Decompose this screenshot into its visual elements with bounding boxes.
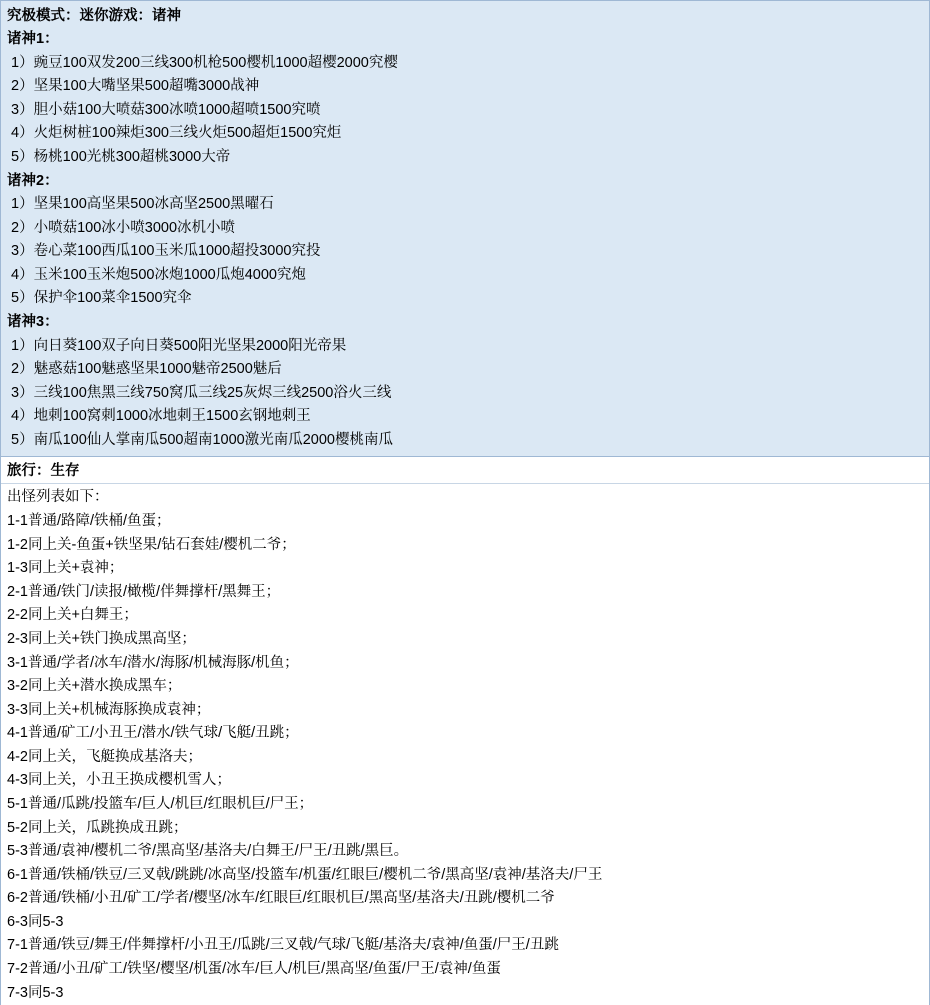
list-item: 7-3同5-3 (7, 984, 64, 1001)
list-item: 2-2同上关+白舞王； (7, 607, 138, 624)
list-item: 4-3同上关，小丑王换成樱机雪人； (7, 772, 231, 789)
list-item: 4）玉米100玉米炮500冰炮1000瓜炮4000究炮 (11, 266, 306, 283)
list-item: 5）保护伞100菜伞1500究伞 (11, 290, 192, 307)
list-item: 1）豌豆100双发200三线300机枪500樱机1000超樱2000究樱 (11, 54, 398, 71)
list-item: 1-3同上关+袁神； (7, 560, 124, 577)
list-item: 3-1普通/学者/冰车/潜水/海豚/机械海豚/机鱼； (7, 654, 299, 671)
group-heading-2: 诸神2： (7, 172, 59, 189)
list-item: 6-1普通/铁桶/铁豆/三叉戟/跳跳/冰高坚/投篮车/机蛋/红眼巨/樱机二爷/黑高坚/袁神/基洛夫/尸王 (7, 866, 603, 883)
section2-title: 旅行：生存 (1, 457, 929, 484)
list-item: 3）卷心菜100西瓜100玉米瓜1000超投3000究投 (11, 243, 321, 260)
list-item: 2-3同上关+铁门换成黑高坚； (7, 630, 196, 647)
list-item: 2）坚果100大嘴坚果500超嘴3000战神 (11, 78, 260, 95)
list-item: 1-2同上关-鱼蛋+铁坚果/钻石套娃/樱机二爷； (7, 536, 296, 553)
list-item: 5-1普通/瓜跳/投篮车/巨人/机巨/红眼机巨/尸王； (7, 796, 314, 812)
list-item: 5）杨桃100光桃300超桃3000大帝 (11, 148, 231, 165)
list-item: 2-1普通/铁门/读报/橄榄/伴舞撑杆/黑舞王； (7, 583, 281, 600)
list-item: 4-2同上关，飞艇换成基洛夫； (7, 748, 202, 765)
list-item: 5-2同上关，瓜跳换成丑跳； (7, 819, 188, 836)
group-heading-3: 诸神3： (7, 314, 59, 331)
list-item: 3-2同上关+潜水换成黑车； (7, 678, 182, 695)
list-item: 3-3同上关+机械海豚换成袁神； (7, 701, 211, 718)
list-item: 5）南瓜100仙人掌南瓜500超南1000激光南瓜2000樱桃南瓜 (11, 431, 393, 448)
list-item: 2）小喷菇100冰小喷3000冰机小喷 (11, 219, 236, 236)
list-item: 2）魅惑菇100魅惑坚果1000魅帝2500魅后 (11, 361, 282, 378)
list-item: 3）胆小菇100大喷菇300冰喷1000超喷1500究喷 (11, 101, 321, 118)
list-item: 4-1普通/矿工/小丑王/潜水/铁气球/飞艇/丑跳； (7, 725, 299, 742)
list-item: 7-1普通/铁豆/舞王/伴舞撑杆/小丑王/瓜跳/三叉戟/气球/飞艇/基洛夫/袁神/鱼蛋/尸王/丑跳 (7, 937, 559, 954)
list-item: 1）坚果100高坚果500冰高坚2500黑曜石 (11, 196, 274, 213)
section-ultimate-mode (1, 1, 929, 457)
list-item: 3）三线100焦黑三线750窝瓜三线25灰烬三线2500浴火三线 (11, 384, 392, 401)
list-item: 7-2普通/小丑/矿工/铁坚/樱坚/机蛋/冰车/巨人/机巨/黑高坚/鱼蛋/尸王/袁神/鱼蛋 (7, 961, 501, 978)
list-item: 1）向日葵100双子向日葵500阳光坚果2000阳光帝果 (11, 337, 347, 354)
list-item: 1-1普通/路障/铁桶/鱼蛋； (7, 513, 171, 530)
list-item: 6-3同5-3 (7, 913, 64, 930)
list-item: 4）火炬树桩100辣炬300三线火炬500超炬1500究炬 (11, 125, 342, 142)
list-item: 6-2普通/铁桶/小丑/矿工/学者/樱坚/冰车/红眼巨/红眼机巨/黑高坚/基洛夫/丑跳/樱机二爷 (7, 890, 555, 907)
section-travel-survival (1, 484, 929, 1005)
list-item: 4）地刺100窝刺1000冰地刺王1500玄钢地刺王 (11, 408, 311, 425)
section2-intro: 出怪列表如下： (7, 489, 109, 506)
section1-title: 究极模式：迷你游戏：诸神 (7, 7, 181, 24)
group-heading-1: 诸神1： (7, 31, 59, 48)
list-item: 5-3普通/袁神/樱机二爷/黑高坚/基洛夫/白舞王/尸王/丑跳/黑巨。 (7, 843, 409, 860)
